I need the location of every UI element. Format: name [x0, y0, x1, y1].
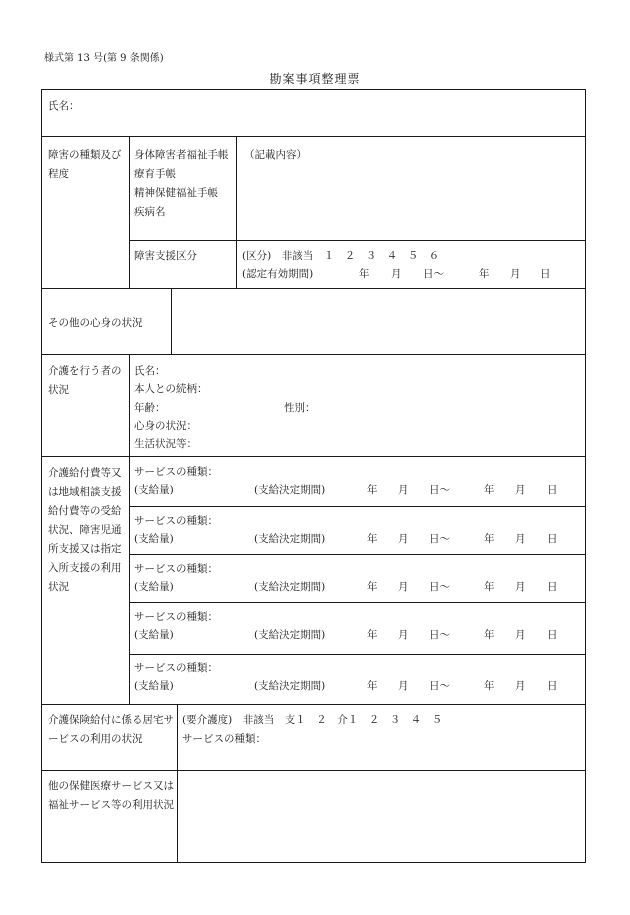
service-period-3: (支給決定期間): [254, 581, 326, 593]
caregiver-relation: 本人との続柄：: [134, 383, 208, 395]
service-1-year-2: 年: [484, 484, 495, 496]
support-class-options: (区分) 非該当 １ ２ ３ ４ ５ ６: [242, 250, 440, 262]
service-5-day-2: 日: [547, 680, 558, 692]
service-4-day-2: 日: [547, 629, 558, 641]
notebook-mental: 精神保健福祉手帳: [134, 187, 218, 199]
service-2-month-1: 月: [398, 533, 409, 545]
service-1-day-1: 日～: [429, 484, 450, 496]
benefits-label: 介護給付費等又は地域相談支援給付費等の受給状況、障害児通所支援又は指定入所支援の利用状況: [48, 467, 122, 593]
divider-other-condition: [41, 354, 586, 355]
service-2-year-1: 年: [367, 533, 378, 545]
support-class-label: 障害支援区分: [134, 250, 197, 262]
service-1-month-2: 月: [515, 484, 526, 496]
service-2-year-2: 年: [484, 533, 495, 545]
service-3-year-1: 年: [367, 581, 378, 593]
divider-service-3: [129, 602, 586, 603]
service-1-day-2: 日: [547, 484, 558, 496]
service-amount-4: (支給量): [134, 629, 174, 641]
service-type-2: サービスの種類：: [134, 515, 218, 527]
service-4-month-2: 月: [515, 629, 526, 641]
service-period-4: (支給決定期間): [254, 629, 326, 641]
service-type-5: サービスの種類：: [134, 662, 218, 674]
service-1-month-1: 月: [398, 484, 409, 496]
service-type-3: サービスの種類：: [134, 563, 218, 575]
validity-month-2: 月: [510, 268, 521, 280]
validity-year-2: 年: [479, 268, 490, 280]
divider-service-4: [129, 654, 586, 655]
caregiver-gender: 性別：: [284, 402, 316, 414]
col-divider-insurance: [177, 704, 178, 863]
service-4-year-1: 年: [367, 629, 378, 641]
care-insurance-label: 介護保険給付に係る居宅サービスの利用の状況: [48, 714, 174, 745]
service-3-day-2: 日: [547, 581, 558, 593]
service-period-5: (支給決定期間): [254, 680, 326, 692]
service-4-day-1: 日～: [429, 629, 450, 641]
validity-label: (認定有効期間): [242, 268, 314, 280]
name-label: 氏名：: [48, 100, 80, 112]
other-services-label: 他の保健医療サービス又は福祉サービス等の利用状況: [48, 780, 174, 811]
content-label: （記載内容）: [244, 149, 307, 161]
care-service-type: サービスの種類：: [182, 733, 266, 745]
service-5-day-1: 日～: [429, 680, 450, 692]
service-5-year-2: 年: [484, 680, 495, 692]
notebook-physical: 身体障害者福祉手帳: [134, 149, 229, 161]
service-2-day-1: 日～: [429, 533, 450, 545]
document-title: 勘案事項整理票: [269, 72, 361, 86]
caregiver-name: 氏名：: [134, 365, 166, 377]
service-5-month-2: 月: [515, 680, 526, 692]
service-amount-1: (支給量): [134, 484, 174, 496]
caregiver-label: 介護を行う者の状況: [48, 365, 122, 396]
divider-service-2: [129, 554, 586, 555]
form-number: 様式第 13 号(第 9 条関係): [44, 53, 164, 64]
service-4-month-1: 月: [398, 629, 409, 641]
care-level-options: (要介護度) 非該当 支１ ２ 介１ ２ ３ ４ ５: [182, 714, 443, 726]
col-divider-notebook: [236, 136, 237, 288]
divider-disability: [41, 288, 586, 289]
service-type-4: サービスの種類：: [134, 611, 218, 623]
service-5-year-1: 年: [367, 680, 378, 692]
service-type-1: サービスの種類：: [134, 466, 218, 478]
validity-month-1: 月: [391, 268, 402, 280]
service-period-2: (支給決定期間): [254, 533, 326, 545]
service-3-month-1: 月: [398, 581, 409, 593]
divider-care-insurance: [41, 770, 586, 771]
divider-service-1: [129, 506, 586, 507]
caregiver-condition: 心身の状況：: [134, 420, 197, 432]
service-amount-5: (支給量): [134, 680, 174, 692]
service-2-day-2: 日: [547, 533, 558, 545]
validity-day-1: 日～: [423, 268, 444, 280]
divider-benefits: [41, 704, 586, 705]
service-1-year-1: 年: [367, 484, 378, 496]
disability-label: 障害の種類及び程度: [48, 149, 122, 180]
validity-year-1: 年: [359, 268, 370, 280]
col-divider-disability: [129, 136, 130, 288]
caregiver-age: 年齢：: [134, 402, 166, 414]
caregiver-living: 生活状況等：: [134, 438, 197, 450]
notebook-illness: 疾病名: [134, 206, 166, 218]
divider-support: [129, 240, 586, 241]
service-3-year-2: 年: [484, 581, 495, 593]
other-condition-label: その他の心身の状況: [48, 317, 143, 329]
service-amount-2: (支給量): [134, 533, 174, 545]
service-4-year-2: 年: [484, 629, 495, 641]
col-divider-caregiver-benefits: [129, 354, 130, 704]
service-3-day-1: 日～: [429, 581, 450, 593]
divider-caregiver: [41, 456, 586, 457]
validity-day-2: 日: [540, 268, 551, 280]
divider-name: [41, 136, 586, 137]
service-period-1: (支給決定期間): [254, 484, 326, 496]
service-amount-3: (支給量): [134, 581, 174, 593]
col-divider-other-condition: [171, 288, 172, 354]
service-5-month-1: 月: [398, 680, 409, 692]
service-3-month-2: 月: [515, 581, 526, 593]
service-2-month-2: 月: [515, 533, 526, 545]
notebook-rehab: 療育手帳: [134, 168, 176, 180]
